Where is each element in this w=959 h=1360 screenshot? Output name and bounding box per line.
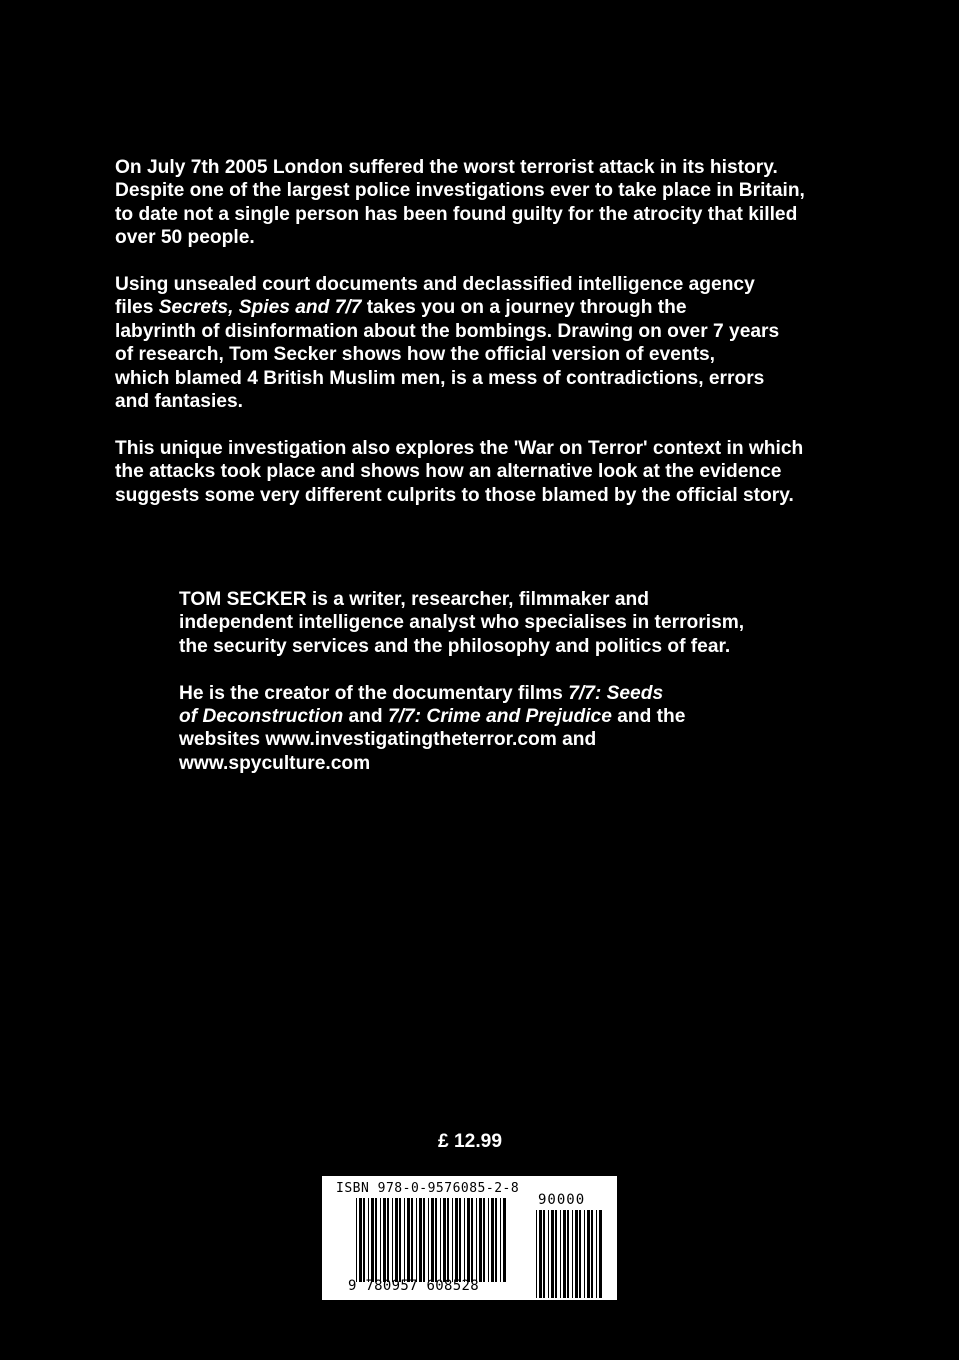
barcode-bar bbox=[375, 1198, 377, 1282]
barcode-bar bbox=[428, 1198, 429, 1282]
barcode-bar bbox=[395, 1198, 398, 1282]
blurb-paragraph-2 bbox=[115, 273, 835, 413]
barcode-bar bbox=[503, 1198, 506, 1282]
blurb-paragraph-1 bbox=[115, 156, 835, 250]
barcode-bar bbox=[560, 1210, 561, 1298]
text-line: and fantasies. bbox=[115, 391, 243, 413]
text-fragment: files bbox=[115, 297, 159, 319]
barcode-bar bbox=[416, 1198, 417, 1282]
barcode-bar bbox=[555, 1210, 557, 1298]
barcode-bar bbox=[387, 1198, 389, 1282]
text-line bbox=[179, 705, 799, 728]
text-line: suggests some very different culprits to those blamed by the official story. bbox=[115, 484, 794, 506]
barcode-bar bbox=[443, 1198, 446, 1282]
film-title: 7/7: Crime and Prejudice bbox=[387, 706, 612, 728]
text-line: over 50 people. bbox=[115, 227, 255, 249]
barcode-bar bbox=[371, 1198, 374, 1282]
barcode-bar bbox=[455, 1198, 458, 1282]
text-line: TOM SECKER is a writer, researcher, filmmaker and bbox=[179, 589, 649, 610]
barcode-bar bbox=[488, 1198, 489, 1282]
barcode-bar bbox=[435, 1198, 437, 1282]
barcode-bar bbox=[575, 1210, 578, 1298]
barcode-bar bbox=[495, 1198, 497, 1282]
text-line: to date not a single person has been found guilty for the atrocity that killed bbox=[115, 203, 798, 225]
text-line: This unique investigation also explores the 'War on Terror' context in which bbox=[115, 437, 804, 459]
barcode-bar bbox=[404, 1198, 405, 1282]
barcode-bar bbox=[584, 1210, 585, 1298]
film-title: 7/7: Seeds bbox=[568, 682, 664, 704]
barcode-bar bbox=[392, 1198, 393, 1282]
barcode-bar bbox=[572, 1210, 573, 1298]
book-title: Secrets, Spies and 7/7 bbox=[158, 297, 362, 319]
barcode-bar bbox=[423, 1198, 425, 1282]
text-line bbox=[115, 296, 835, 319]
barcode-bar bbox=[464, 1198, 465, 1282]
text-line bbox=[179, 682, 799, 705]
barcode-bar bbox=[491, 1198, 494, 1282]
text-line: the security services and the philosophy and politics of fear. bbox=[179, 635, 731, 657]
text-line: www.spyculture.com bbox=[179, 752, 371, 774]
barcode-bar bbox=[596, 1210, 597, 1298]
barcode-bar bbox=[579, 1210, 581, 1298]
film-title: of Deconstruction bbox=[179, 706, 344, 728]
barcode-bar bbox=[452, 1198, 453, 1282]
text-line: of research, Tom Secker shows how the official version of events, bbox=[115, 344, 715, 366]
barcode-bar bbox=[536, 1210, 537, 1298]
barcode-bar bbox=[399, 1198, 401, 1282]
barcode-bar bbox=[411, 1198, 413, 1282]
barcode-bar bbox=[479, 1198, 482, 1282]
barcode-bar bbox=[431, 1198, 434, 1282]
author-paragraph-2 bbox=[179, 682, 799, 776]
price-label: £ 12.99 bbox=[437, 1131, 503, 1152]
text-fragment: He is the creator of the documentary films bbox=[179, 682, 569, 704]
barcode-bar bbox=[539, 1210, 542, 1298]
barcode-bar bbox=[447, 1198, 449, 1282]
text-fragment: and bbox=[343, 706, 388, 728]
barcode-bar bbox=[548, 1210, 549, 1298]
text-line: the attacks took place and shows how an alternative look at the evidence bbox=[115, 461, 782, 483]
author-paragraph-1 bbox=[179, 588, 799, 658]
barcode-bar bbox=[356, 1198, 357, 1282]
barcode-bar bbox=[587, 1210, 590, 1298]
text-line: Despite one of the largest police investigations ever to take place in Britain, bbox=[115, 180, 805, 202]
barcode-bar bbox=[368, 1198, 369, 1282]
isbn-barcode bbox=[322, 1176, 617, 1300]
back-cover-blurb bbox=[115, 156, 835, 530]
barcode-bar bbox=[440, 1198, 441, 1282]
text-fragment: takes you on a journey through the bbox=[361, 297, 687, 319]
text-line: labyrinth of disinformation about the bombings. Drawing on over 7 years bbox=[115, 320, 780, 342]
barcode-bar bbox=[567, 1210, 569, 1298]
barcode-bar bbox=[500, 1198, 501, 1282]
text-line: which blamed 4 British Muslim men, is a mess of contradictions, errors bbox=[115, 367, 765, 389]
barcode-bar bbox=[543, 1210, 545, 1298]
blurb-paragraph-3 bbox=[115, 437, 835, 507]
barcode-bar bbox=[407, 1198, 410, 1282]
text-line: Using unsealed court documents and declassified intelligence agency bbox=[115, 274, 755, 296]
price-addon-code: 90000 bbox=[538, 1192, 586, 1208]
barcode-bar bbox=[599, 1210, 602, 1298]
text-fragment: and the bbox=[611, 706, 686, 728]
barcode-bar bbox=[363, 1198, 365, 1282]
text-line: websites www.investigatingtheterror.com and bbox=[179, 729, 597, 751]
text-line: independent intelligence analyst who specialises in terrorism, bbox=[179, 612, 745, 634]
barcode-bar bbox=[459, 1198, 461, 1282]
text-line: On July 7th 2005 London suffered the worst terrorist attack in its history. bbox=[115, 157, 778, 178]
barcode-bar bbox=[483, 1198, 485, 1282]
ean-digits: 9 780957 608528 bbox=[348, 1278, 479, 1294]
barcode-bar bbox=[471, 1198, 473, 1282]
barcode-bar bbox=[551, 1210, 554, 1298]
barcode-bar bbox=[383, 1198, 386, 1282]
barcode-bar bbox=[591, 1210, 593, 1298]
barcode-bar bbox=[419, 1198, 422, 1282]
author-bio bbox=[179, 588, 799, 799]
barcode-bar bbox=[476, 1198, 477, 1282]
isbn-label: ISBN 978-0-9576085-2-8 bbox=[336, 1181, 520, 1196]
barcode-bar bbox=[380, 1198, 381, 1282]
barcode-bar bbox=[563, 1210, 566, 1298]
barcode-bar bbox=[359, 1198, 362, 1282]
barcode-bar bbox=[467, 1198, 470, 1282]
